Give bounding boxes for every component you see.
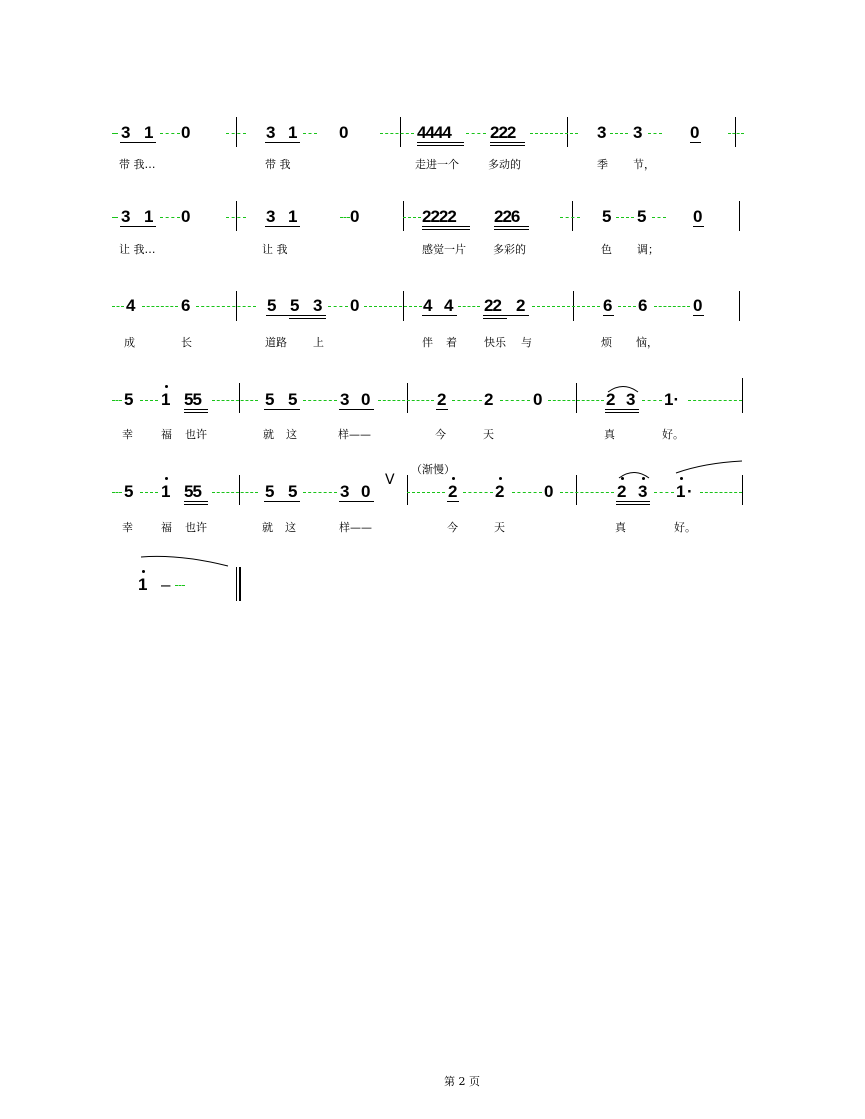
underline: [265, 142, 300, 143]
note: 5: [288, 390, 298, 409]
underline: [490, 142, 525, 143]
underline: [264, 501, 300, 502]
guide-line: [403, 217, 421, 219]
underline: [483, 318, 507, 319]
lyric: 样——: [339, 521, 372, 534]
note: 5: [290, 296, 300, 315]
high-octave-dot: [165, 385, 168, 388]
note: 0: [544, 482, 554, 501]
note: 3: [340, 390, 350, 409]
high-octave-dot: [165, 477, 168, 480]
guide-line: [212, 492, 258, 494]
barline: [576, 475, 577, 505]
barline: [236, 117, 237, 147]
high-octave-dot: [680, 477, 683, 480]
lyric: 上: [313, 336, 324, 349]
note: 5: [124, 390, 134, 409]
guide-line: [616, 217, 634, 219]
lyric: 样——: [338, 428, 371, 441]
underline: [494, 229, 529, 230]
barline: [735, 117, 736, 147]
note: 5: [124, 482, 134, 501]
lyric: 今: [435, 428, 446, 441]
guide-line: [560, 492, 614, 494]
guide-line: [175, 585, 185, 587]
guide-line: [160, 217, 180, 219]
lyric: 感觉一片: [422, 243, 466, 256]
barline: [739, 201, 740, 231]
note: 2: [495, 482, 505, 501]
final-barline-thick: [239, 567, 241, 601]
tie: [140, 553, 230, 569]
lyric: 着: [446, 336, 457, 349]
note: 3: [313, 296, 323, 315]
underline: [417, 142, 464, 143]
guide-line: [648, 133, 662, 135]
guide-line: [500, 400, 530, 402]
lyric: 今: [447, 521, 458, 534]
underline: [483, 315, 529, 316]
underline: [184, 412, 208, 413]
guide-line: [452, 400, 482, 402]
lyric: 幸: [122, 521, 133, 534]
lyric: 成: [124, 336, 135, 349]
guide-line: [618, 306, 636, 308]
underline: [605, 412, 639, 413]
barline: [407, 383, 408, 413]
lyric: 长: [181, 336, 192, 349]
guide-line: [226, 133, 246, 135]
guide-line: [212, 400, 258, 402]
note: 1: [676, 482, 686, 501]
note: 5: [602, 207, 612, 226]
tie: [674, 459, 744, 475]
note: 0: [693, 296, 703, 315]
underline: [616, 501, 650, 502]
note: 0: [533, 390, 543, 409]
guide-line: [196, 306, 256, 308]
underline: [120, 142, 156, 143]
underline: [120, 226, 156, 227]
guide-line: [532, 306, 600, 308]
note: 4: [126, 296, 136, 315]
note: 3: [340, 482, 350, 501]
note: 5: [265, 482, 275, 501]
underline: [490, 145, 525, 146]
note: 5: [267, 296, 277, 315]
guide-line: [140, 400, 158, 402]
note: 0: [339, 123, 349, 142]
final-barline-thin: [236, 567, 237, 601]
guide-line: [688, 400, 742, 402]
lyric: 真: [615, 521, 626, 534]
note: 4: [423, 296, 433, 315]
high-octave-dot: [142, 570, 145, 573]
lyric: 季: [597, 158, 608, 171]
lyric: 天: [494, 521, 505, 534]
barline: [742, 475, 743, 505]
guide-line: [407, 492, 445, 494]
barline: [236, 201, 237, 231]
lyric: 也许: [185, 521, 207, 534]
note: 1: [144, 123, 154, 142]
note: 0: [350, 296, 360, 315]
guide-line: [226, 217, 246, 219]
lyric: 好。: [674, 521, 696, 534]
guide-line: [160, 133, 180, 135]
high-octave-dot: [621, 477, 624, 480]
underline: [494, 226, 529, 227]
note: 3: [597, 123, 607, 142]
guide-line: [530, 133, 578, 135]
note: 5: [637, 207, 647, 226]
note: 4: [444, 296, 454, 315]
guide-line: [378, 400, 434, 402]
guide-line: [112, 133, 118, 135]
note: 1: [288, 123, 298, 142]
note: 1: [144, 207, 154, 226]
note: 5: [265, 390, 275, 409]
guide-line: [303, 400, 337, 402]
tempo-marking: （渐慢）: [411, 463, 455, 476]
dot-rhythm: ·: [687, 482, 693, 501]
note: 4444: [417, 123, 451, 142]
lyric: 烦: [601, 336, 612, 349]
lyric: 幸: [122, 428, 133, 441]
underline: [693, 315, 704, 316]
lyric: 让 我: [262, 243, 288, 256]
lyric: 多彩的: [493, 243, 526, 256]
high-octave-dot: [642, 477, 645, 480]
guide-line: [466, 133, 486, 135]
guide-line: [700, 492, 742, 494]
underline: [690, 142, 701, 143]
note: 5: [288, 482, 298, 501]
lyric: 带 我…: [119, 158, 156, 171]
note: 0: [181, 123, 191, 142]
guide-line: [142, 306, 178, 308]
underline: [616, 504, 650, 505]
guide-line: [380, 133, 414, 135]
lyric: 就: [262, 521, 273, 534]
guide-line: [112, 306, 124, 308]
lyric: 伴: [422, 336, 433, 349]
lyric: 多动的: [488, 158, 521, 171]
note: 0: [690, 123, 700, 142]
note: 55: [184, 390, 201, 409]
guide-line: [728, 133, 744, 135]
lyric: 福: [161, 428, 172, 441]
note: 0: [693, 207, 703, 226]
underline: [339, 409, 374, 410]
note: 0: [361, 482, 371, 501]
lyric: 色: [601, 243, 612, 256]
note: 6: [181, 296, 191, 315]
guide-line: [303, 492, 337, 494]
underline: [264, 409, 300, 410]
note: 3: [633, 123, 643, 142]
lyric: 也许: [185, 428, 207, 441]
underline: [605, 409, 639, 410]
underline: [184, 501, 208, 502]
underline: [422, 226, 470, 227]
note: 6: [638, 296, 648, 315]
note: 1: [138, 575, 148, 594]
guide-line: [654, 492, 674, 494]
underline: [422, 229, 470, 230]
lyric: 与: [521, 336, 532, 349]
guide-line: [463, 492, 493, 494]
barline: [239, 475, 240, 505]
guide-line: [654, 306, 690, 308]
guide-line: [340, 217, 350, 219]
underline: [447, 501, 459, 502]
lyric: 恼，: [636, 336, 658, 349]
note: 3: [121, 207, 131, 226]
underline: [603, 315, 614, 316]
underline: [417, 145, 464, 146]
note: 2: [448, 482, 458, 501]
barline: [403, 201, 404, 231]
guide-line: [112, 217, 118, 219]
page-number: 第 2 页: [444, 1075, 480, 1088]
note: 0: [181, 207, 191, 226]
note: 3: [626, 390, 636, 409]
barline: [739, 291, 740, 321]
guide-line: [560, 217, 580, 219]
lyric: 好。: [662, 428, 684, 441]
guide-line: [610, 133, 628, 135]
lyric: 这: [285, 521, 296, 534]
underline: [693, 226, 704, 227]
barline: [572, 201, 573, 231]
underline: [266, 315, 326, 316]
underline: [265, 226, 300, 227]
guide-line: [642, 400, 662, 402]
guide-line: [140, 492, 158, 494]
lyric: 真: [604, 428, 615, 441]
note: 3: [121, 123, 131, 142]
lyric: 走进一个: [415, 158, 459, 171]
guide-line: [512, 492, 542, 494]
underline: [184, 504, 208, 505]
dash: –: [161, 575, 171, 594]
lyric: 让 我…: [119, 243, 156, 256]
lyric: 就: [263, 428, 274, 441]
note: 2: [617, 482, 627, 501]
high-octave-dot: [452, 477, 455, 480]
breath-mark: V: [385, 472, 395, 488]
note: 6: [603, 296, 613, 315]
note: 2: [606, 390, 616, 409]
underline: [289, 318, 326, 319]
note: 55: [184, 482, 201, 501]
lyric: 带 我: [265, 158, 291, 171]
lyric: 节，: [633, 158, 655, 171]
note: 2: [516, 296, 526, 315]
underline: [339, 501, 374, 502]
note: 2222: [422, 207, 456, 226]
note: 3: [266, 207, 276, 226]
lyric: 道路: [265, 336, 287, 349]
note: 2: [437, 390, 447, 409]
barline: [407, 475, 408, 505]
guide-line: [328, 306, 348, 308]
note: 3: [638, 482, 648, 501]
barline: [576, 383, 577, 413]
lyric: 福: [161, 521, 172, 534]
note: 1: [161, 390, 171, 409]
note: 1: [288, 207, 298, 226]
underline: [422, 315, 457, 316]
barline: [567, 117, 568, 147]
guide-line: [112, 400, 122, 402]
note: 1·: [664, 390, 680, 409]
guide-line: [112, 492, 122, 494]
guide-line: [303, 133, 317, 135]
note: 3: [266, 123, 276, 142]
note: 0: [350, 207, 360, 226]
barline: [742, 378, 743, 413]
high-octave-dot: [499, 477, 502, 480]
note: 222: [490, 123, 516, 142]
guide-line: [652, 217, 666, 219]
underline: [436, 409, 448, 410]
guide-line: [458, 306, 480, 308]
note: 2: [484, 390, 494, 409]
note: 1: [161, 482, 171, 501]
lyric: 快乐: [484, 336, 506, 349]
note: 226: [494, 207, 520, 226]
lyric: 天: [483, 428, 494, 441]
guide-line: [364, 306, 422, 308]
barline: [239, 383, 240, 413]
underline: [184, 409, 208, 410]
note: 0: [361, 390, 371, 409]
guide-line: [548, 400, 604, 402]
lyric: 这: [286, 428, 297, 441]
barline: [400, 117, 401, 147]
lyric: 调；: [637, 243, 659, 256]
note: 22: [484, 296, 501, 315]
